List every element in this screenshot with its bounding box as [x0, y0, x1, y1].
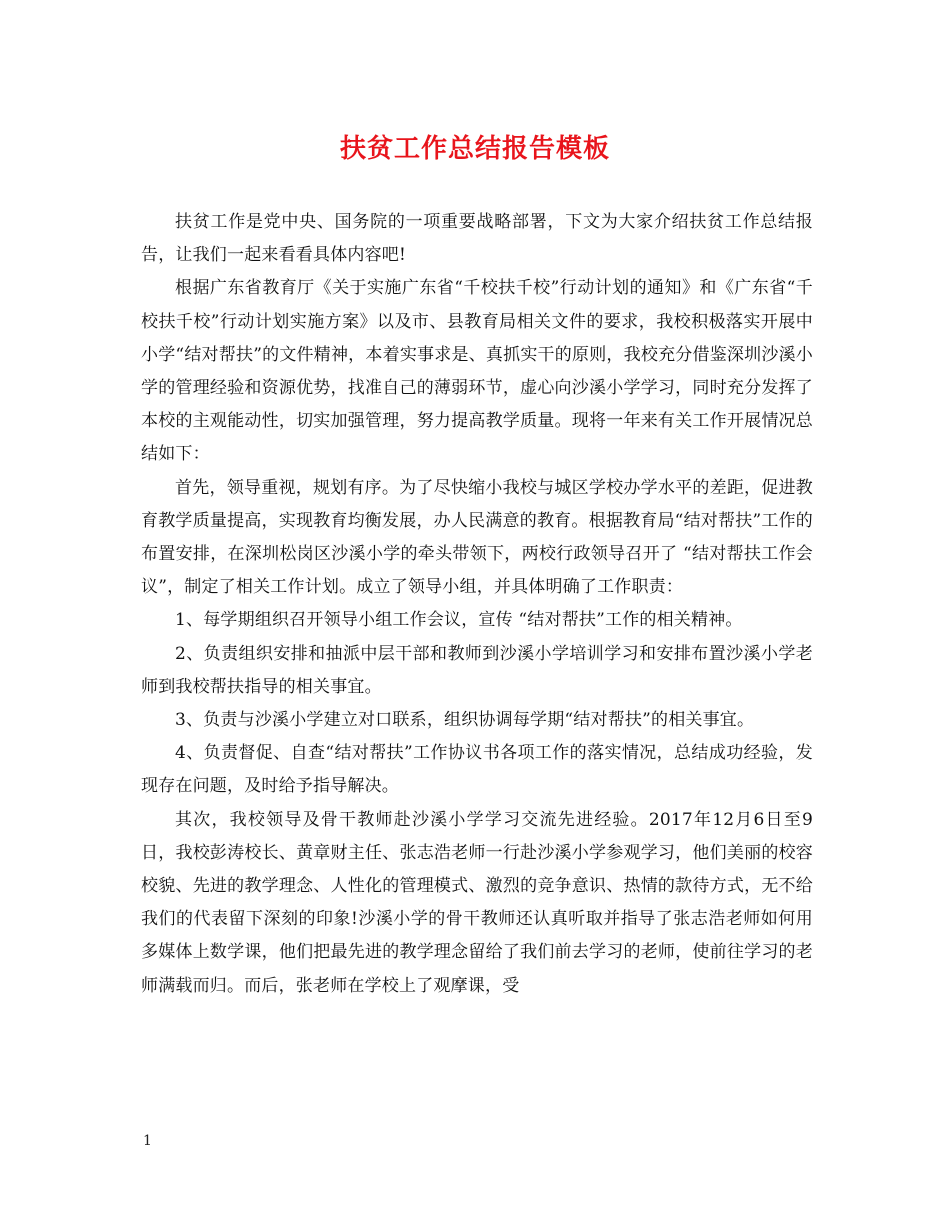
document-title: 扶贫工作总结报告模板 — [339, 134, 610, 164]
paragraph-intro: 扶贫工作是党中央、国务院的一项重要战略部署，下文为大家介绍扶贫工作总结报告，让我们一起来看看具体内容吧! — [141, 212, 813, 266]
list-item-duty-4: 4、负责督促、自查“结对帮扶”工作协议书各项工作的落实情况，总结成功经验，发现存在问题，及时给予指导解决。 — [141, 743, 813, 797]
list-item-duty-2: 2、负责组织安排和抽派中层干部和教师到沙溪小学培训学习和安排布置沙溪小学老师到我校帮扶指导的相关事宜。 — [141, 643, 813, 697]
paragraph-second-point: 其次，我校领导及骨干教师赴沙溪小学学习交流先进经验。2017年12月6日至9日，我校彭涛校长、黄章财主任、张志浩老师一行赴沙溪小学参观学习，他们美丽的校容校貌、先进的教学理念、人性化的管理模式、激烈的竞争意识、热情的款待方式，无不给我们的代表留下深刻的印象!沙溪小学的骨干教师还认真听取并指导了张志浩老师如何用多媒体上数学课，他们把最先进的教学理念留给了我们前去学习的老师，使前往学习的老师满载而归。而后，张老师在学校上了观摩课，受 — [141, 809, 813, 996]
paragraph-background: 根据广东省教育厅《关于实施广东省“千校扶千校”行动计划的通知》和《广东省“千校扶千校”行动计划实施方案》以及市、县教育局相关文件的要求，我校积极落实开展中小学“结对帮扶”的文件精神，本着实事求是、真抓实干的原则，我校充分借鉴深圳沙溪小学的管理经验和资源优势，找准自己的薄弱环节，虚心向沙溪小学学习，同时充分发挥了本校的主观能动性，切实加强管理，努力提高教学质量。现将一年来有关工作开展情况总结如下： — [141, 278, 813, 465]
page-number: 1 — [143, 1133, 152, 1149]
paragraph-first-point: 首先，领导重视，规划有序。为了尽快缩小我校与城区学校办学水平的差距，促进教育教学质量提高，实现教育均衡发展，办人民满意的教育。根据教育局“结对帮扶”工作的布置安排，在深圳松岗区沙溪小学的牵头带领下，两校行政领导召开了 “结对帮扶工作会议”，制定了相关工作计划。成立了领导小组，并具体明确了工作职责： — [141, 477, 813, 598]
list-item-duty-1: 1、每学期组织召开领导小组工作会议，宣传 “结对帮扶”工作的相关精神。 — [175, 610, 743, 631]
list-item-duty-3: 3、负责与沙溪小学建立对口联系，组织协调每学期“结对帮扶”的相关事宜。 — [175, 710, 755, 731]
document-body — [141, 206, 813, 1003]
